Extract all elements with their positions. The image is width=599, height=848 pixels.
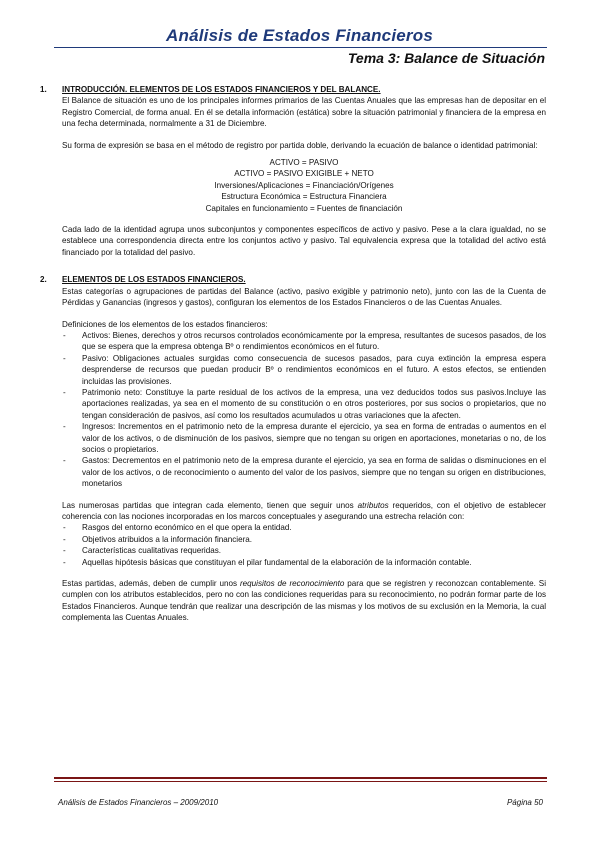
paragraph: Su forma de expresión se basa en el método de registro por partida doble, derivando la ecuación de balance o identidad patrimonial: (62, 140, 538, 150)
attributes-list (62, 522, 546, 568)
header-rule (54, 47, 547, 48)
list-item: - Pasivo: Obligaciones actuales surgidas como consecuencia de sucesos pasados, para cuya extinción la empresa espera desprenderse de recursos que puedan producir Bº o rendimientos económicos en el futuro. A estos efectos, se entienden incluidas las provisiones. (62, 353, 546, 387)
section-heading: ELEMENTOS DE LOS ESTADOS FINANCIEROS. (62, 275, 246, 285)
equation-line: ACTIVO = PASIVO EXIGIBLE + NETO (234, 169, 374, 179)
list-item: - Ingresos: Incrementos en el patrimonio neto de la empresa durante el ejercicio, ya sea en forma de entradas o aumentos en el valor de los activos, o de disminución de los pasivos, siempre que no tengan su origen en aportaciones, monetarias o no, de los socios o propietarios. (62, 421, 546, 455)
emphasis-text: atributos (357, 500, 389, 510)
page-number: Página 50 (506, 798, 543, 807)
paragraph: Estas partidas, además, deben de cumplir unos requisitos de reconocimiento para que se registren y reconozcan contablemente. Si cumplen con los atributos establecidos, pero no con las condiciones requeridas para su reconocimiento, no podrán formar parte de los Estados Financieros. Aunque tendrán que realizar una descripción de las mismas y los motivos de su exclusión en la Memoria, la cual complementa las Cuentas Anuales. (62, 579, 546, 623)
list-item: - Gastos: Decrementos en el patrimonio neto de la empresa durante el ejercicio, ya sea en forma de salidas o disminuciones en el valor de los activos, o de reconocimiento o aumento del valor de los pasivos, siempre que no tengan su origen en distribuciones, monetarios (62, 455, 546, 489)
list-item: - Patrimonio neto: Constituye la parte residual de los activos de la empresa, una vez deducidos todos sus pasivos.Incluye las aportaciones realizadas, ya sea en el momento de su constitución o en otros posteriores, por sus socios o propietarios, que no tengan consideración de pasivos, así como los resultados acumulados u otras variaciones que la afecten. (62, 387, 546, 421)
footer-rule-thin (54, 781, 547, 782)
equation-line: ACTIVO = PASIVO (269, 158, 339, 168)
list-item: - Características cualitativas requeridas. (62, 545, 546, 556)
list-item: - Objetivos atribuidos a la información financiera. (62, 534, 546, 545)
section-number: 1. (40, 85, 47, 94)
section-heading: INTRODUCCIÓN. ELEMENTOS DE LOS ESTADOS FINANCIEROS Y DEL BALANCE. (62, 85, 381, 94)
section-number: 2. (40, 275, 47, 285)
equation-line: Capitales en funcionamiento = Fuentes de financiación (205, 203, 403, 213)
emphasis-text: requisitos de reconocimiento (239, 579, 345, 589)
definitions-intro: Definiciones de los elementos de los estados financieros: (62, 319, 268, 329)
paragraph: Las numerosas partidas que integran cada elemento, tienen que seguir unos atributos requeridos, con el objetivo de establecer coherencia con las nociones incorporadas en los marcos conceptuales y asegurando una estrecha relación con: (62, 500, 546, 521)
list-item: - Activos: Bienes, derechos y otros recursos controlados económicamente por la empresa, resultantes de sucesos pasados, de los que se espera que la empresa obtenga Bº o rendimientos económicos en el futuro. (62, 330, 546, 353)
paragraph: Cada lado de la identidad agrupa unos subconjuntos y componentes específicos de activo y pasivo. Pese a la clara igualdad, no se establece una correspondencia directa entre los conjuntos activo y pasivo. Tal equivalencia expresa que la totalidad del activo está financiado por la totalidad del pasivo. (62, 225, 546, 257)
equation-line: Estructura Económica = Estructura Financiera (221, 192, 387, 202)
document-title: Análisis de Estados Financieros (166, 26, 433, 45)
section-2 (40, 274, 546, 623)
definitions-list (62, 330, 546, 490)
document-body (40, 84, 546, 624)
list-item: - Rasgos del entorno económico en el que opera la entidad. (62, 522, 546, 533)
paragraph: El Balance de situación es uno de los principales informes primarios de las Cuentas Anuales que las empresas han de depositar en el Registro Comercial, de forma anual. En él se detalla información (estática) sobre la situación patrimonial y financiera de la empresa en una fecha determinada, normalmente a 31 de Diciembre. (62, 96, 546, 129)
chapter-subtitle: Tema 3: Balance de Situación (347, 50, 545, 66)
equation-line: Inversiones/Aplicaciones = Financiación/Orígenes (214, 180, 394, 190)
section-1 (40, 84, 546, 258)
list-item: - Aquellas hipótesis básicas que constituyan el pilar fundamental de la elaboración de la información contable. (62, 557, 546, 568)
footer-course-label: Análisis de Estados Financieros – 2009/2010 (58, 798, 219, 807)
paragraph: Estas categorías o agrupaciones de partidas del Balance (activo, pasivo exigible y patrimonio neto), junto con las de la Cuenta de Pérdidas y Ganancias (ingresos y gastos), configuran los elementos de los Estados Financieros o de las Cuentas Anuales. (62, 286, 546, 308)
footer-rule (54, 777, 547, 779)
